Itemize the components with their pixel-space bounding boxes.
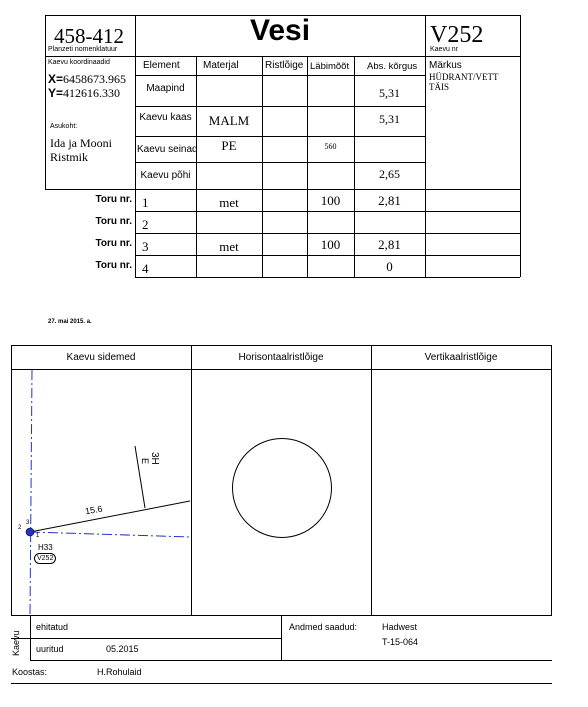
pipe-number: 1 (142, 195, 149, 210)
building-label-3h: 3H (149, 452, 160, 465)
row-elevation: 5,31 (379, 86, 400, 100)
pipe-elevation: 2,81 (378, 237, 401, 252)
col-header-cross: Ristlõige (265, 60, 304, 71)
coordinate-y-label: Y= (48, 86, 64, 100)
pipe-material: met (219, 195, 239, 210)
row-elevation: 5,31 (379, 112, 400, 126)
link-sketch (12, 370, 190, 614)
well-number-label: Kaevu nr (430, 46, 459, 53)
col-header-diameter: Läbimõõt (310, 61, 350, 72)
col-header-material: Materjal (203, 60, 239, 71)
row-elevation: 2,65 (379, 167, 400, 181)
distance-label: 15.6 (84, 503, 104, 517)
col-header-element: Element (143, 60, 180, 71)
pipe-label: Toru nr. (95, 194, 132, 205)
row-element: Kaevu kaas (139, 112, 192, 123)
manhole-label: H33 (38, 543, 53, 552)
remarks-label: Märkus (429, 60, 462, 71)
footer-side-label: Kaevu (11, 630, 21, 656)
coordinate-x-label: X= (48, 72, 64, 86)
row-material: MALM (208, 113, 250, 128)
coordinate-x (48, 72, 126, 87)
point-label-1: 1 (36, 533, 40, 539)
pipe-number: 2 (142, 217, 149, 232)
col-title-horizontal: Horisontaalristlõige (238, 352, 324, 363)
building-label-e: E (140, 458, 150, 465)
remarks-line1: HÜDRANT/VETT (429, 72, 499, 82)
col-title-links: Kaevu sidemed (66, 352, 136, 363)
pipe-material: met (219, 239, 239, 254)
coordinate-x-value: 6458673.965 (63, 72, 127, 86)
row-element: Kaevu põhi (140, 170, 191, 181)
row-diameter: 560 (324, 142, 337, 151)
pipe-diameter: 100 (320, 237, 341, 252)
author-label: Koostas: (12, 667, 48, 677)
pipe-diameter: 100 (320, 193, 341, 208)
page-title: Vesi (249, 14, 311, 47)
col-header-elevation: Abs. kõrgus (367, 61, 418, 72)
built-label: ehitatud (36, 622, 69, 632)
col-title-vertical: Vertikaalristlõige (424, 352, 498, 363)
well-tag: V252 (34, 553, 56, 564)
data-source-label: Andmed saadud: (289, 622, 358, 632)
pipe-number: 3 (142, 239, 149, 254)
coordinate-y-value: 412616.330 (63, 86, 121, 100)
author-value: H.Rohulaid (97, 667, 142, 677)
row-material: PE (221, 138, 237, 153)
surveyed-label: uuritud (36, 644, 64, 654)
well-number: V252 (430, 22, 484, 48)
pipe-label: Toru nr. (95, 238, 132, 249)
horizontal-section-circle (231, 437, 333, 539)
pipe-elevation: 2,81 (378, 193, 401, 208)
pipe-elevation: 0 (386, 259, 393, 274)
row-element: Kaevu seinad (137, 144, 198, 155)
location-line2: Ristmik (50, 150, 89, 164)
pipe-number: 4 (142, 261, 149, 276)
point-label-2: 2 (18, 525, 22, 531)
data-source-line2: T-15-064 (382, 637, 419, 647)
nomenclature-code: 458-412 (54, 24, 124, 48)
row-element: Maapind (146, 83, 185, 94)
location-line1: Ida ja Mooni (50, 136, 112, 150)
surveyed-value: 05.2015 (106, 644, 139, 654)
pipe-label: Toru nr. (95, 216, 132, 227)
document-date: 27. mai 2015. a. (48, 319, 92, 325)
pipe-label: Toru nr. (95, 260, 132, 271)
coordinate-y (48, 86, 120, 101)
location-label: Asukoht: (50, 123, 78, 130)
coordinates-label: Kaevu koordinaadid (48, 59, 110, 66)
point-label-3: 3 (26, 520, 30, 526)
nomenclature-label: Planzeti nomenklatuur (48, 46, 118, 53)
data-source-line1: Hadwest (382, 622, 418, 632)
remarks-line2: TÄIS (429, 82, 449, 92)
